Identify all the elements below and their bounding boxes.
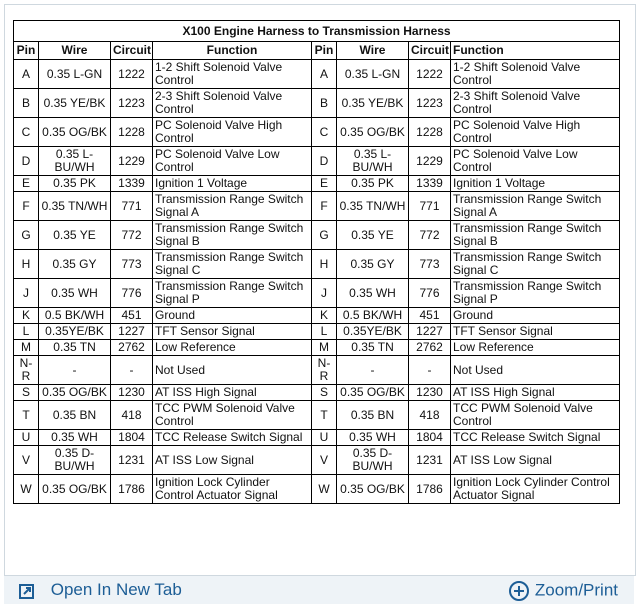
cell-wire-2: 0.35 OG/BK	[337, 118, 409, 147]
cell-wire: 0.35 L-GN	[39, 60, 111, 89]
cell-circuit: 1223	[111, 89, 153, 118]
cell-wire: 0.35 WH	[39, 430, 111, 446]
cell-function: PC Solenoid Valve Low Control	[153, 147, 312, 176]
cell-wire: -	[39, 356, 111, 385]
cell-wire-2: 0.35 OG/BK	[337, 385, 409, 401]
cell-pin: T	[14, 401, 39, 430]
cell-circuit-2: 418	[409, 401, 451, 430]
cell-wire: 0.35 D-BU/WH	[39, 446, 111, 475]
zoom-print-label: Zoom/Print	[534, 580, 618, 600]
cell-pin-2: F	[312, 192, 337, 221]
cell-function-2: PC Solenoid Valve High Control	[451, 118, 620, 147]
connector-table	[13, 20, 620, 504]
table-row	[14, 221, 620, 250]
cell-wire: 0.5 BK/WH	[39, 308, 111, 324]
cell-circuit-2: 1786	[409, 475, 451, 504]
cell-pin: H	[14, 250, 39, 279]
cell-wire: 0.35 WH	[39, 279, 111, 308]
cell-wire-2: 0.35 PK	[337, 176, 409, 192]
cell-function-2: AT ISS Low Signal	[451, 446, 620, 475]
cell-wire-2: 0.35 TN/WH	[337, 192, 409, 221]
cell-wire: 0.35 BN	[39, 401, 111, 430]
cell-function: Transmission Range Switch Signal B	[153, 221, 312, 250]
cell-function: Transmission Range Switch Signal A	[153, 192, 312, 221]
cell-circuit: 1231	[111, 446, 153, 475]
table-row	[14, 475, 620, 504]
table-row	[14, 147, 620, 176]
cell-wire: 0.35 OG/BK	[39, 475, 111, 504]
cell-circuit: 1230	[111, 385, 153, 401]
zoom-print-link[interactable]	[508, 580, 618, 602]
cell-circuit: 451	[111, 308, 153, 324]
cell-pin-2: D	[312, 147, 337, 176]
cell-pin: L	[14, 324, 39, 340]
cell-function: TFT Sensor Signal	[153, 324, 312, 340]
cell-wire-2: 0.35 WH	[337, 430, 409, 446]
cell-function: PC Solenoid Valve High Control	[153, 118, 312, 147]
cell-pin: B	[14, 89, 39, 118]
cell-circuit: 1227	[111, 324, 153, 340]
cell-function-2: Transmission Range Switch Signal C	[451, 250, 620, 279]
table-title: X100 Engine Harness to Transmission Harness	[14, 21, 620, 42]
cell-circuit-2: 451	[409, 308, 451, 324]
cell-pin: F	[14, 192, 39, 221]
cell-circuit-2: 1222	[409, 60, 451, 89]
cell-pin: E	[14, 176, 39, 192]
cell-wire-2: -	[337, 356, 409, 385]
cell-circuit: 773	[111, 250, 153, 279]
cell-function-2: TCC Release Switch Signal	[451, 430, 620, 446]
cell-function-2: AT ISS High Signal	[451, 385, 620, 401]
cell-pin: U	[14, 430, 39, 446]
cell-function-2: Transmission Range Switch Signal P	[451, 279, 620, 308]
cell-pin-2: N-R	[312, 356, 337, 385]
cell-pin-2: C	[312, 118, 337, 147]
cell-function-2: PC Solenoid Valve Low Control	[451, 147, 620, 176]
cell-circuit-2: 1223	[409, 89, 451, 118]
table-row	[14, 324, 620, 340]
cell-wire-2: 0.5 BK/WH	[337, 308, 409, 324]
cell-pin: C	[14, 118, 39, 147]
footer-bar	[4, 576, 634, 604]
cell-wire: 0.35YE/BK	[39, 324, 111, 340]
cell-wire: 0.35 YE	[39, 221, 111, 250]
cell-circuit-2: 776	[409, 279, 451, 308]
cell-wire: 0.35 YE/BK	[39, 89, 111, 118]
table-row	[14, 60, 620, 89]
col-header-wire-2: Wire	[337, 42, 409, 60]
cell-function: Ignition Lock Cylinder Control Actuator Signal	[153, 475, 312, 504]
cell-function: Not Used	[153, 356, 312, 385]
cell-pin: S	[14, 385, 39, 401]
cell-function-2: Transmission Range Switch Signal B	[451, 221, 620, 250]
cell-function: AT ISS High Signal	[153, 385, 312, 401]
cell-wire-2: 0.35 L-GN	[337, 60, 409, 89]
cell-function: Low Reference	[153, 340, 312, 356]
cell-wire: 0.35 L-BU/WH	[39, 147, 111, 176]
cell-function-2: Ground	[451, 308, 620, 324]
cell-pin-2: K	[312, 308, 337, 324]
cell-wire-2: 0.35 D-BU/WH	[337, 446, 409, 475]
cell-pin: W	[14, 475, 39, 504]
cell-wire-2: 0.35 GY	[337, 250, 409, 279]
cell-pin-2: V	[312, 446, 337, 475]
cell-wire-2: 0.35 YE/BK	[337, 89, 409, 118]
col-header-function-2: Function	[451, 42, 620, 60]
cell-circuit: 771	[111, 192, 153, 221]
cell-function-2: Transmission Range Switch Signal A	[451, 192, 620, 221]
cell-circuit-2: 1804	[409, 430, 451, 446]
cell-circuit-2: 772	[409, 221, 451, 250]
table-row	[14, 118, 620, 147]
cell-pin: M	[14, 340, 39, 356]
cell-pin: V	[14, 446, 39, 475]
cell-function: TCC Release Switch Signal	[153, 430, 312, 446]
cell-circuit-2: 1230	[409, 385, 451, 401]
cell-function-2: TCC PWM Solenoid Valve Control	[451, 401, 620, 430]
table-row	[14, 385, 620, 401]
cell-pin: G	[14, 221, 39, 250]
cell-wire-2: 0.35 WH	[337, 279, 409, 308]
cell-wire-2: 0.35 L-BU/WH	[337, 147, 409, 176]
table-row	[14, 340, 620, 356]
cell-circuit: 772	[111, 221, 153, 250]
cell-circuit: -	[111, 356, 153, 385]
table-row	[14, 250, 620, 279]
cell-pin: A	[14, 60, 39, 89]
zoom-plus-icon	[508, 580, 530, 602]
cell-pin-2: W	[312, 475, 337, 504]
col-header-pin: Pin	[14, 42, 39, 60]
cell-pin-2: M	[312, 340, 337, 356]
cell-wire-2: 0.35 YE	[337, 221, 409, 250]
cell-pin-2: H	[312, 250, 337, 279]
cell-pin: K	[14, 308, 39, 324]
open-new-tab-link[interactable]	[18, 580, 182, 600]
cell-function: Ground	[153, 308, 312, 324]
external-link-icon	[18, 582, 36, 600]
cell-circuit-2: 1229	[409, 147, 451, 176]
cell-function: AT ISS Low Signal	[153, 446, 312, 475]
cell-circuit: 1222	[111, 60, 153, 89]
cell-circuit: 1339	[111, 176, 153, 192]
cell-function: TCC PWM Solenoid Valve Control	[153, 401, 312, 430]
cell-pin-2: S	[312, 385, 337, 401]
table-row	[14, 401, 620, 430]
table-row	[14, 446, 620, 475]
table-row	[14, 176, 620, 192]
cell-pin-2: G	[312, 221, 337, 250]
cell-circuit: 1786	[111, 475, 153, 504]
cell-wire-2: 0.35 OG/BK	[337, 475, 409, 504]
cell-pin-2: T	[312, 401, 337, 430]
table-row	[14, 192, 620, 221]
cell-pin-2: U	[312, 430, 337, 446]
cell-wire: 0.35 OG/BK	[39, 118, 111, 147]
cell-function: Transmission Range Switch Signal C	[153, 250, 312, 279]
cell-circuit: 1229	[111, 147, 153, 176]
cell-circuit: 776	[111, 279, 153, 308]
cell-pin-2: L	[312, 324, 337, 340]
cell-circuit-2: 1231	[409, 446, 451, 475]
col-header-circuit: Circuit	[111, 42, 153, 60]
col-header-wire: Wire	[39, 42, 111, 60]
cell-pin-2: B	[312, 89, 337, 118]
table-row	[14, 430, 620, 446]
col-header-circuit-2: Circuit	[409, 42, 451, 60]
open-new-tab-label: Open In New Tab	[50, 580, 182, 599]
cell-function-2: 2-3 Shift Solenoid Valve Control	[451, 89, 620, 118]
cell-function: 2-3 Shift Solenoid Valve Control	[153, 89, 312, 118]
cell-wire: 0.35 GY	[39, 250, 111, 279]
cell-circuit-2: 1227	[409, 324, 451, 340]
table-row	[14, 279, 620, 308]
cell-function: Transmission Range Switch Signal P	[153, 279, 312, 308]
cell-function-2: TFT Sensor Signal	[451, 324, 620, 340]
cell-wire-2: 0.35 BN	[337, 401, 409, 430]
cell-circuit: 2762	[111, 340, 153, 356]
cell-wire-2: 0.35YE/BK	[337, 324, 409, 340]
cell-wire: 0.35 PK	[39, 176, 111, 192]
cell-pin: N-R	[14, 356, 39, 385]
cell-pin: D	[14, 147, 39, 176]
cell-circuit-2: 1228	[409, 118, 451, 147]
cell-function-2: Ignition 1 Voltage	[451, 176, 620, 192]
cell-wire: 0.35 OG/BK	[39, 385, 111, 401]
cell-circuit-2: 773	[409, 250, 451, 279]
cell-circuit: 1228	[111, 118, 153, 147]
table-row	[14, 89, 620, 118]
cell-circuit-2: 1339	[409, 176, 451, 192]
cell-circuit: 1804	[111, 430, 153, 446]
cell-pin-2: E	[312, 176, 337, 192]
cell-pin: J	[14, 279, 39, 308]
cell-function-2: Not Used	[451, 356, 620, 385]
cell-wire: 0.35 TN/WH	[39, 192, 111, 221]
header-row	[14, 42, 620, 60]
cell-function-2: 1-2 Shift Solenoid Valve Control	[451, 60, 620, 89]
cell-function: Ignition 1 Voltage	[153, 176, 312, 192]
cell-wire-2: 0.35 TN	[337, 340, 409, 356]
table-row	[14, 308, 620, 324]
cell-pin-2: J	[312, 279, 337, 308]
cell-wire: 0.35 TN	[39, 340, 111, 356]
cell-circuit: 418	[111, 401, 153, 430]
cell-circuit-2: -	[409, 356, 451, 385]
cell-function-2: Ignition Lock Cylinder Control Actuator Signal	[451, 475, 620, 504]
table-row	[14, 356, 620, 385]
col-header-pin-2: Pin	[312, 42, 337, 60]
cell-function: 1-2 Shift Solenoid Valve Control	[153, 60, 312, 89]
cell-function-2: Low Reference	[451, 340, 620, 356]
cell-circuit-2: 2762	[409, 340, 451, 356]
cell-pin-2: A	[312, 60, 337, 89]
cell-circuit-2: 771	[409, 192, 451, 221]
col-header-function: Function	[153, 42, 312, 60]
